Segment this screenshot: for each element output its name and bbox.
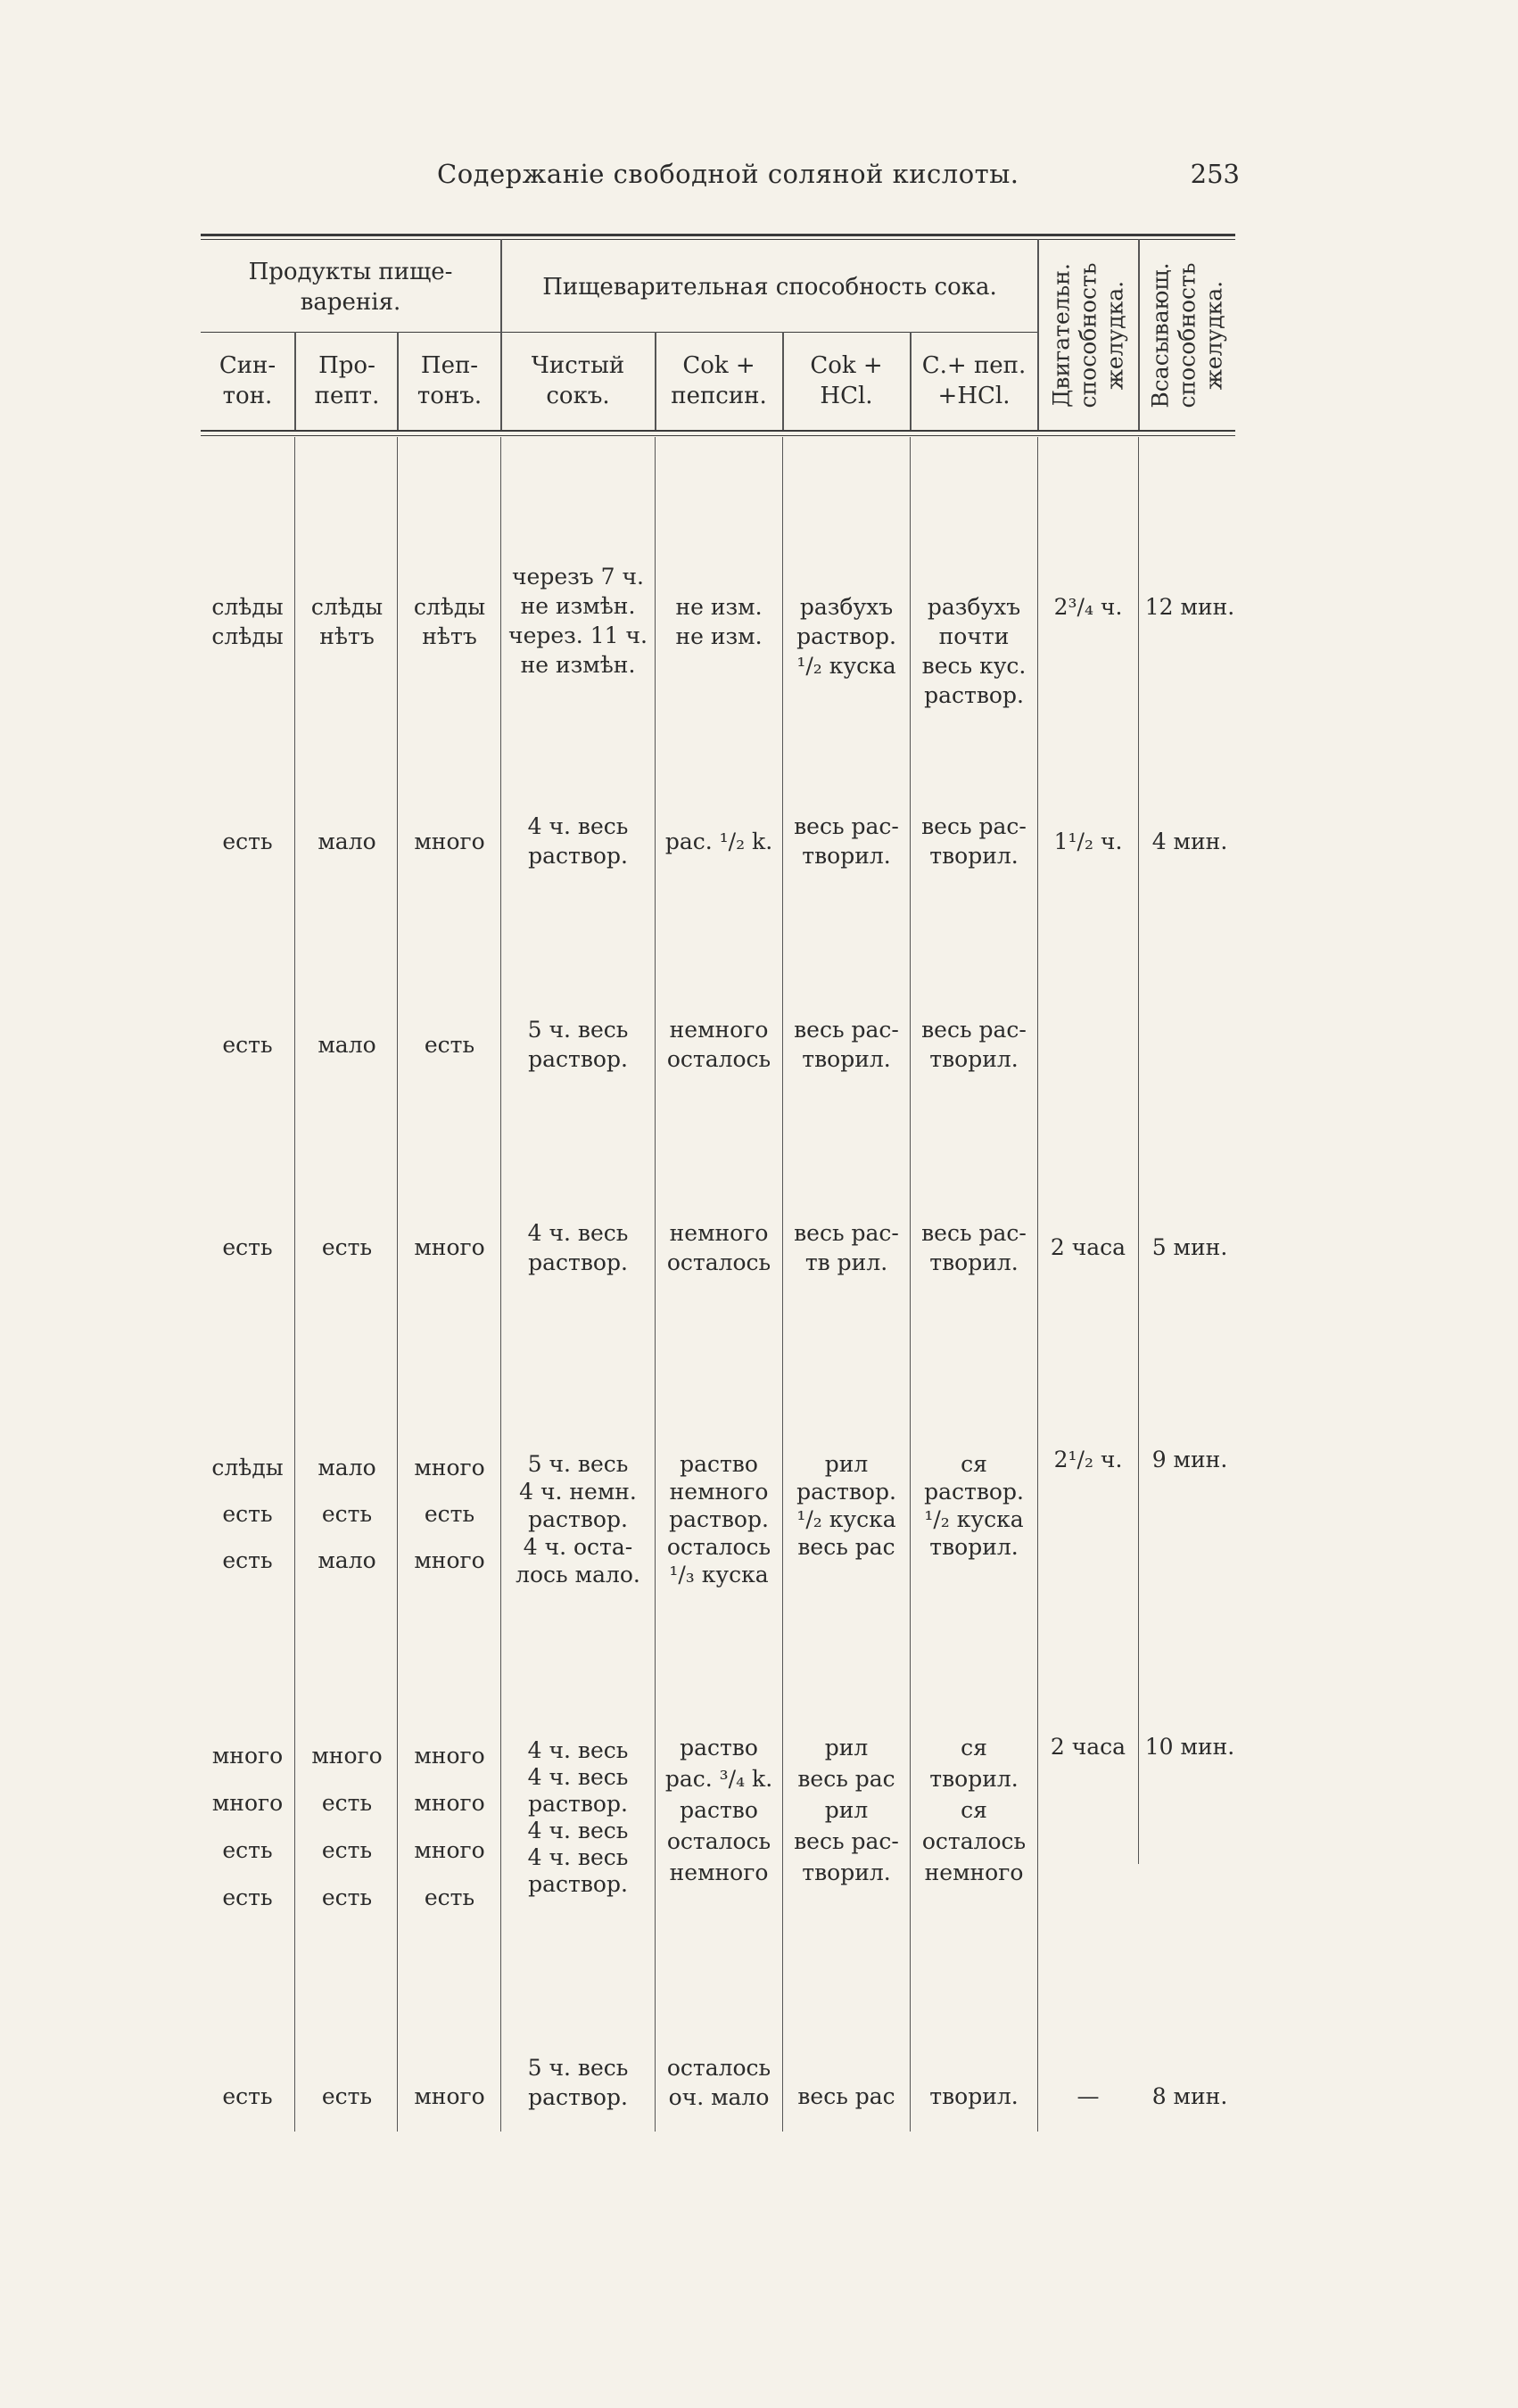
col-rule xyxy=(655,437,656,2132)
table-cell: есть xyxy=(424,1032,475,1058)
header-syntonin: Син- тон. xyxy=(219,352,276,409)
table-cell: не изм. не изм. xyxy=(675,594,763,649)
data-table xyxy=(201,234,1235,2133)
table-cell: есть xyxy=(222,1032,273,1058)
table-cell: разбухъ раствор. ¹/₂ куска xyxy=(796,594,896,679)
col-rule xyxy=(397,437,398,2132)
header-bottom-rule xyxy=(201,430,1235,432)
table-cell: осталось оч. мало xyxy=(666,2055,771,2110)
table-cell: много xyxy=(414,1234,485,1260)
table-cell: много xyxy=(414,829,485,854)
table-cell: весь рас- творил. xyxy=(921,1220,1027,1275)
header-pure-juice: Чистый сокъ. xyxy=(531,352,625,409)
table-cell: рил весь рас рил весь рас- творил. xyxy=(794,1735,899,1885)
table-cell: рас. ¹/₂ k. xyxy=(664,829,773,854)
page-number: 253 xyxy=(1190,159,1240,189)
table-cell: 1¹/₂ ч. xyxy=(1053,829,1123,854)
table-cell: 2¹/₂ ч. xyxy=(1053,1447,1123,1472)
table-cell: есть xyxy=(321,2083,373,2109)
table-cell: 2³/₄ ч. xyxy=(1053,594,1123,620)
header-divider-left xyxy=(201,332,504,333)
table-cell: 4 мин. xyxy=(1151,829,1228,854)
table-cell: 5 ч. весь раствор. xyxy=(527,2055,629,2110)
table-cell: весь рас xyxy=(797,2083,895,2109)
table-cell: 5 мин. xyxy=(1151,1234,1228,1260)
table-cell: 8 мин. xyxy=(1151,2083,1228,2109)
table-cell: слѣды нѣтъ xyxy=(413,594,486,649)
header-bottom-rule-thin xyxy=(201,435,1235,436)
table-cell: слѣды слѣды xyxy=(211,594,284,649)
table-cell: разбухъ почти весь кус. раствор. xyxy=(921,594,1027,708)
header-juice-pepsin: Cok + пепсин. xyxy=(671,352,767,409)
header-juice-pepsin-hcl: С.+ пеп. +HCl. xyxy=(921,352,1027,409)
page-header xyxy=(201,159,1240,194)
table-cell: 10 мин. xyxy=(1144,1734,1235,1760)
header-propeptone: Про- пепт. xyxy=(314,352,380,409)
table-cell: мало xyxy=(318,829,376,854)
header-peptone: Пеп- тонъ. xyxy=(417,352,483,409)
table-cell: есть xyxy=(222,2083,273,2109)
table-cell: ся творил. ся осталось немного xyxy=(921,1735,1027,1885)
table-cell: рил раствор. ¹/₂ куска весь рас xyxy=(796,1451,896,1560)
table-cell: 5 ч. весь 4 ч. немн. раствор. 4 ч. оста- лось мало. xyxy=(516,1451,640,1587)
col-rule xyxy=(397,332,399,430)
col-rule xyxy=(294,437,295,2132)
header-absorptive-capacity-text: Всасывающ. способность желудка. xyxy=(1147,262,1227,408)
table-cell: 2 часа xyxy=(1050,1734,1126,1760)
col-rule xyxy=(1138,437,1139,1864)
header-digestive-capacity: Пищеварительная способность сока. xyxy=(542,274,997,301)
table-cell: 4 ч. весь раствор. xyxy=(527,813,629,869)
col-rule xyxy=(500,437,501,2132)
table-cell: немного осталось xyxy=(666,1017,771,1072)
table-cell: много xyxy=(414,2083,485,2109)
table-cell: есть xyxy=(321,1234,373,1260)
table-cell: 4 ч. весь 4 ч. весь раствор. 4 ч. весь 4 ч. весь раствор. xyxy=(527,1737,629,1897)
table-cell: есть xyxy=(222,829,273,854)
table-cell: — xyxy=(1077,2083,1100,2109)
table-cell: весь рас- творил. xyxy=(794,813,899,869)
header-absorptive-capacity xyxy=(1140,243,1235,428)
table-cell: 5 ч. весь раствор. xyxy=(527,1017,629,1072)
header-juice-hcl: Cok + HCl. xyxy=(810,352,883,409)
table-cell: немного осталось xyxy=(666,1220,771,1275)
table-cell: весь рас- творил. xyxy=(921,1017,1027,1072)
table-cell: слѣды нѣтъ xyxy=(310,594,384,649)
col-rule xyxy=(910,437,911,2132)
header-divider-middle xyxy=(502,332,1039,333)
table-cell: мало есть мало xyxy=(318,1455,376,1573)
table-cell: 12 мин. xyxy=(1144,594,1235,620)
table-cell: слѣды есть есть xyxy=(211,1455,284,1573)
header-motor-capacity xyxy=(1039,243,1137,428)
header-motor-capacity-text: Двигательн. способность желудка. xyxy=(1048,262,1128,408)
table-cell: 9 мин. xyxy=(1151,1447,1228,1472)
table-cell: весь рас- творил. xyxy=(794,1017,899,1072)
table-cell: много много есть есть xyxy=(211,1743,284,1910)
table-cell: творил. xyxy=(929,2083,1019,2109)
table-cell: много много много есть xyxy=(414,1743,485,1910)
table-cell: есть xyxy=(222,1234,273,1260)
header-digestion-products: Продукты пище- варенія. xyxy=(248,259,453,316)
table-cell: много есть много xyxy=(414,1455,485,1573)
running-title: Содержаніе свободной соляной кислоты. xyxy=(437,159,1019,189)
table-cell: весь рас- тв рил. xyxy=(794,1220,899,1275)
table-top-rule xyxy=(201,234,1235,236)
col-rule xyxy=(1037,437,1038,2132)
table-cell: раство рас. ³/₄ k. раство осталось немного xyxy=(664,1735,773,1885)
table-cell: 2 часа xyxy=(1050,1234,1126,1260)
table-cell: 4 ч. весь раствор. xyxy=(527,1220,629,1275)
table-cell: весь рас- творил. xyxy=(921,813,1027,869)
table-top-rule-thin xyxy=(201,239,1235,240)
col-rule xyxy=(294,332,296,430)
table-cell: раство немного раствор. осталось ¹/₃ куска xyxy=(666,1451,771,1587)
table-cell: мало xyxy=(318,1032,376,1058)
table-cell: много есть есть есть xyxy=(311,1743,383,1910)
col-rule xyxy=(782,437,783,2132)
table-cell: черезъ 7 ч. не измѣн. через. 11 ч. не измѣн. xyxy=(508,564,648,678)
table-cell: ся раствор. ¹/₂ куска творил. xyxy=(924,1451,1024,1560)
